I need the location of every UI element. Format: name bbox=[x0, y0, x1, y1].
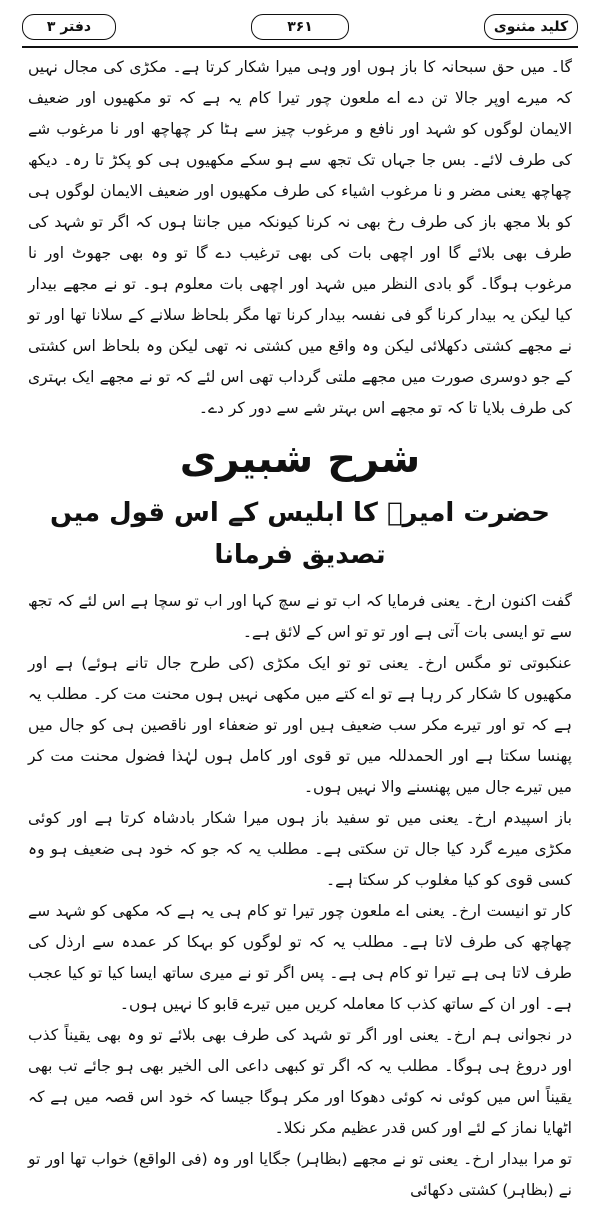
paragraph-5: کار تو انیست ارخ۔ یعنی اے ملعون چور تیرا تو کام ہی یہ ہے کہ مکھی کو شہد سے چھاچھ کی طرف لاتا ہے۔ مطلب یہ کہ تو لوگوں کو بہکا کر عمدہ سے ارذل کی طرف لاتا ہی ہے تیرا تو کام ہی ہے۔ پس اگر تو نے میری ساتھ ایسا کیا تو کیا عجب ہے۔ اور ان کے ساتھ کذب کا معاملہ کریں میں تیرے قابو کا نہیں ہوں۔ bbox=[28, 902, 572, 1013]
page-body bbox=[28, 52, 572, 1199]
paragraph-2: گفت اکنون ارخ۔ یعنی فرمایا کہ اب تو نے سچ کہا اور اب تو سچا ہے اس لئے کہ تجھ سے تو ایسی بات آتی ہے اور تو تو اس کے لائق ہے۔ bbox=[28, 592, 572, 641]
section-title: شرح شبیری bbox=[179, 436, 421, 482]
page-header bbox=[22, 10, 578, 46]
page-number-box bbox=[251, 14, 349, 40]
book-title: کلید مثنوی bbox=[493, 19, 569, 35]
paragraph-3: عنکبوتی تو مگس ارخ۔ یعنی تو تو ایک مکڑی (کی طرح جال تانے ہوئے) ہے اور مکھیوں کا شکار کر رہا ہے تو اے کتے میں مکھی نہیں ہوں محنت مت کر۔ مطلب یہ ہے کہ تو اور تیرے مکر سب ضعیف ہیں اور تو ضعفاء اور ناقصین ہی کو جال میں پھنسا سکتا ہے اور الحمدللہ میں تو قوی اور کامل ہوں لہٰذا فضول محنت مت کر میں تیرے جال میں پھنسنے والا نہیں ہوں۔ bbox=[28, 654, 572, 796]
volume-box bbox=[22, 14, 116, 40]
section-subtitle: حضرت امیرؓ کا ابلیس کے اس قول میں تصدیق فرمانا bbox=[49, 498, 551, 570]
paragraph-7: تو مرا بیدار ارخ۔ یعنی تو نے مجھے (بظاہر) جگایا اور وہ (فی الواقع) خواب تھا اور تو نے (بظاہر) کشتی دکھائی bbox=[28, 1150, 572, 1199]
paragraph-6: در نجوانی ہم ارخ۔ یعنی اور اگر تو شہد کی طرف بھی بلائے تو وہ بھی یقیناً کذب اور دروغ ہی ہوگا۔ مطلب یہ کہ اگر تو کبھی داعی الی الخیر بھی ہو جائے تب بھی یقیناً اس میں کوئی نہ کوئی دھوکا اور مکر ہوگا جیسا کہ خود اس قصہ میں ہے کہ اٹھایا نماز کے لئے اور کس قدر عظیم مکر نکلا۔ bbox=[28, 1026, 572, 1137]
paragraph-4: باز اسپیدم ارخ۔ یعنی میں تو سفید باز ہوں میرا شکار بادشاہ کرتا ہے اور کوئی مکڑی میرے گرد کیا جال تن سکتی ہے۔ مطلب یہ کہ جو کہ خود ہی ضعیف ہو وہ کسی قوی کو کیا مغلوب کر سکتا ہے۔ bbox=[28, 809, 572, 889]
page-number: ۳۶۱ bbox=[287, 19, 313, 35]
book-title-box bbox=[484, 14, 578, 40]
header-rule bbox=[22, 46, 578, 48]
volume-label: دفتر ۳ bbox=[46, 19, 92, 35]
paragraph-1: گا۔ میں حق سبحانہ کا باز ہوں اور وہی میرا شکار کرتا ہے۔ مکڑی کی مجال نہیں کہ میرے اوپر جالا تن دے اے ملعون چور تیرا کام یہ ہے کہ تو مکھیوں اور ضعیف الایمان لوگوں کو شہد اور نافع و مرغوب چیز سے ہٹا کر چھاچھ اور نا مرغوب شے کی طرف لائے۔ بس جا جہاں تک تجھ سے ہو سکے مکھیوں ہی کو پکڑ تا رہ۔ دیکھ چھاچھ یعنی مضر و نا مرغوب اشیاء کی طرف مکھیوں اور ضعیف الایمان لوگوں ہی کو بلا مجھ باز کی طرف رخ بھی نہ کرنا کیونکہ میں جانتا ہوں کہ اگر تو شہد کی طرف بھی بلائے گا اور اچھی بات کی بھی ترغیب دے گا تو وہ بھی جھوٹ اور نا مرغوب ہوگا۔ گو بادی النظر میں شہد اور اچھی بات معلوم ہو۔ تو نے مجھے بیدار کیا لیکن یہ بیدار کرنا گو فی نفسہ بیدار کرنا تھا مگر بلحاظ سلانے کے سلانا تھا اور تو نے مجھے کشتی دکھلائی لیکن وہ واقع میں کشتی نہ تھی لیکن وہ بلحاظ اس کشتی کے جو دوسری صورت میں مجھے ملتی گرداب تھی اس لئے کہ تو نے مجھے ایک بہتری کی طرف بلایا تا کہ تو مجھے اس بہتر شے سے دور کر دے۔ bbox=[28, 58, 572, 417]
